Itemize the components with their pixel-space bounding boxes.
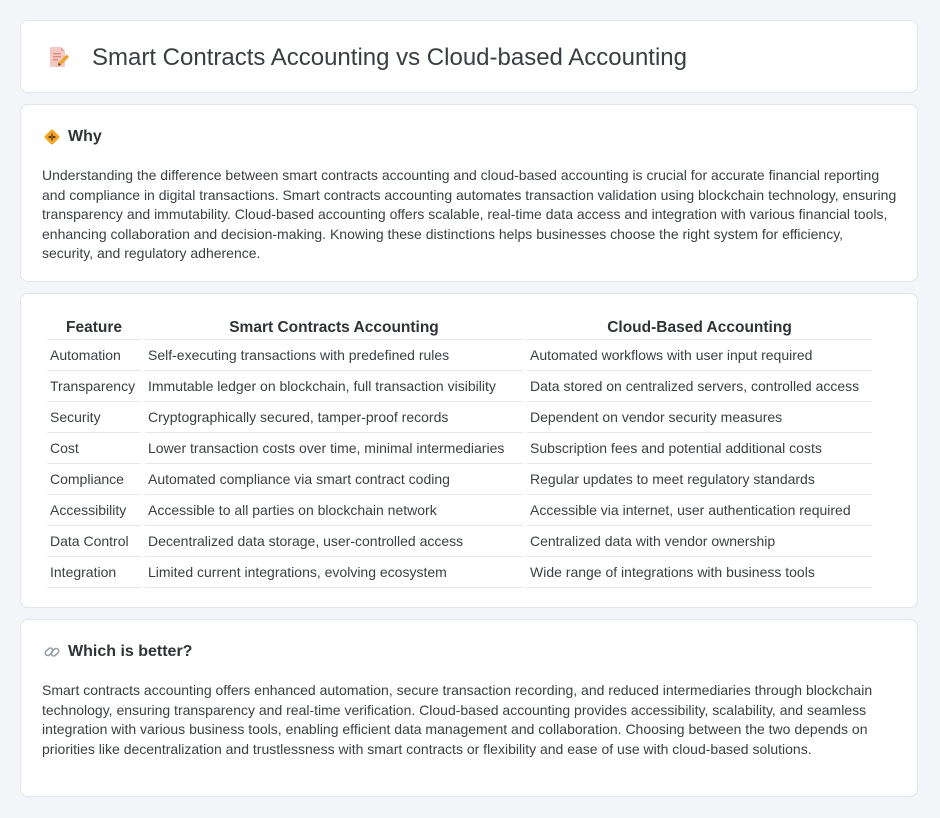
feature-cell: Integration bbox=[47, 557, 141, 588]
smart-contracts-cell: Lower transaction costs over time, minimal intermediaries bbox=[145, 433, 523, 464]
why-heading bbox=[43, 126, 102, 148]
which-is-better-section bbox=[20, 619, 918, 797]
comparison-section bbox=[20, 293, 918, 608]
smart-contracts-cell: Immutable ledger on blockchain, full transaction visibility bbox=[145, 371, 523, 402]
feature-cell: Transparency bbox=[47, 371, 141, 402]
feature-cell: Security bbox=[47, 402, 141, 433]
header-card bbox=[20, 20, 918, 93]
cloud-based-cell: Subscription fees and potential additional costs bbox=[527, 433, 872, 464]
better-title: Which is better? bbox=[68, 643, 193, 660]
table-header-row bbox=[47, 316, 872, 340]
cloud-based-cell: Wide range of integrations with business tools bbox=[527, 557, 872, 588]
column-header-smart-contracts: Smart Contracts Accounting bbox=[145, 316, 523, 340]
smart-contracts-cell: Automated compliance via smart contract coding bbox=[145, 464, 523, 495]
feature-cell: Automation bbox=[47, 340, 141, 371]
smart-contracts-cell: Accessible to all parties on blockchain network bbox=[145, 495, 523, 526]
table-row bbox=[47, 557, 872, 588]
table-row bbox=[47, 464, 872, 495]
column-header-cloud-based: Cloud-Based Accounting bbox=[527, 316, 872, 340]
table-row bbox=[47, 526, 872, 557]
better-text: Smart contracts accounting offers enhanced automation, secure transaction recording, and reduced intermediaries through blockchain technology, ensuring transparency and real-time verification. Cloud-based accounting provides accessibility, scalability, and seamless integration with various business tools, enabling efficient data management and collaboration. Choosing between the two depends on priorities like decentralization and trustlessness with smart contracts or flexibility and ease of use with cloud-based solutions. bbox=[42, 682, 873, 757]
cloud-based-cell: Dependent on vendor security measures bbox=[527, 402, 872, 433]
smart-contracts-cell: Cryptographically secured, tamper-proof records bbox=[145, 402, 523, 433]
cloud-based-cell: Data stored on centralized servers, controlled access bbox=[527, 371, 872, 402]
table-row bbox=[47, 433, 872, 464]
column-header-feature: Feature bbox=[47, 316, 141, 340]
table-row bbox=[47, 371, 872, 402]
smart-contracts-cell: Decentralized data storage, user-controlled access bbox=[145, 526, 523, 557]
why-title: Why bbox=[68, 128, 102, 145]
feature-cell: Data Control bbox=[47, 526, 141, 557]
feature-cell: Compliance bbox=[47, 464, 141, 495]
table-row bbox=[47, 402, 872, 433]
link-icon bbox=[43, 643, 61, 661]
cloud-based-cell: Regular updates to meet regulatory standards bbox=[527, 464, 872, 495]
cloud-based-cell: Centralized data with vendor ownership bbox=[527, 526, 872, 557]
why-text: Understanding the difference between smart contracts accounting and cloud-based accounting is crucial for accurate financial reporting and compliance in digital transactions. Smart contracts accounting automates transaction validation using blockchain technology, ensuring transparency and immutability. Cloud-based accounting offers scalable, real-time data access and integration with various financial tools, enhancing collaboration and decision-making. Knowing these distinctions helps businesses choose the right system for efficiency, security, and regulatory adherence. bbox=[42, 167, 897, 261]
smart-contracts-cell: Limited current integrations, evolving ecosystem bbox=[145, 557, 523, 588]
feature-cell: Accessibility bbox=[47, 495, 141, 526]
diamond-warning-icon bbox=[43, 128, 61, 146]
document-pencil-icon bbox=[47, 45, 71, 69]
better-heading bbox=[43, 641, 192, 663]
feature-cell: Cost bbox=[47, 433, 141, 464]
comparison-table bbox=[43, 316, 876, 588]
why-section bbox=[20, 104, 918, 282]
table-row bbox=[47, 340, 872, 371]
cloud-based-cell: Accessible via internet, user authentication required bbox=[527, 495, 872, 526]
table-row bbox=[47, 495, 872, 526]
cloud-based-cell: Automated workflows with user input required bbox=[527, 340, 872, 371]
smart-contracts-cell: Self-executing transactions with predefined rules bbox=[145, 340, 523, 371]
page-title: Smart Contracts Accounting vs Cloud-based Accounting bbox=[92, 44, 687, 71]
